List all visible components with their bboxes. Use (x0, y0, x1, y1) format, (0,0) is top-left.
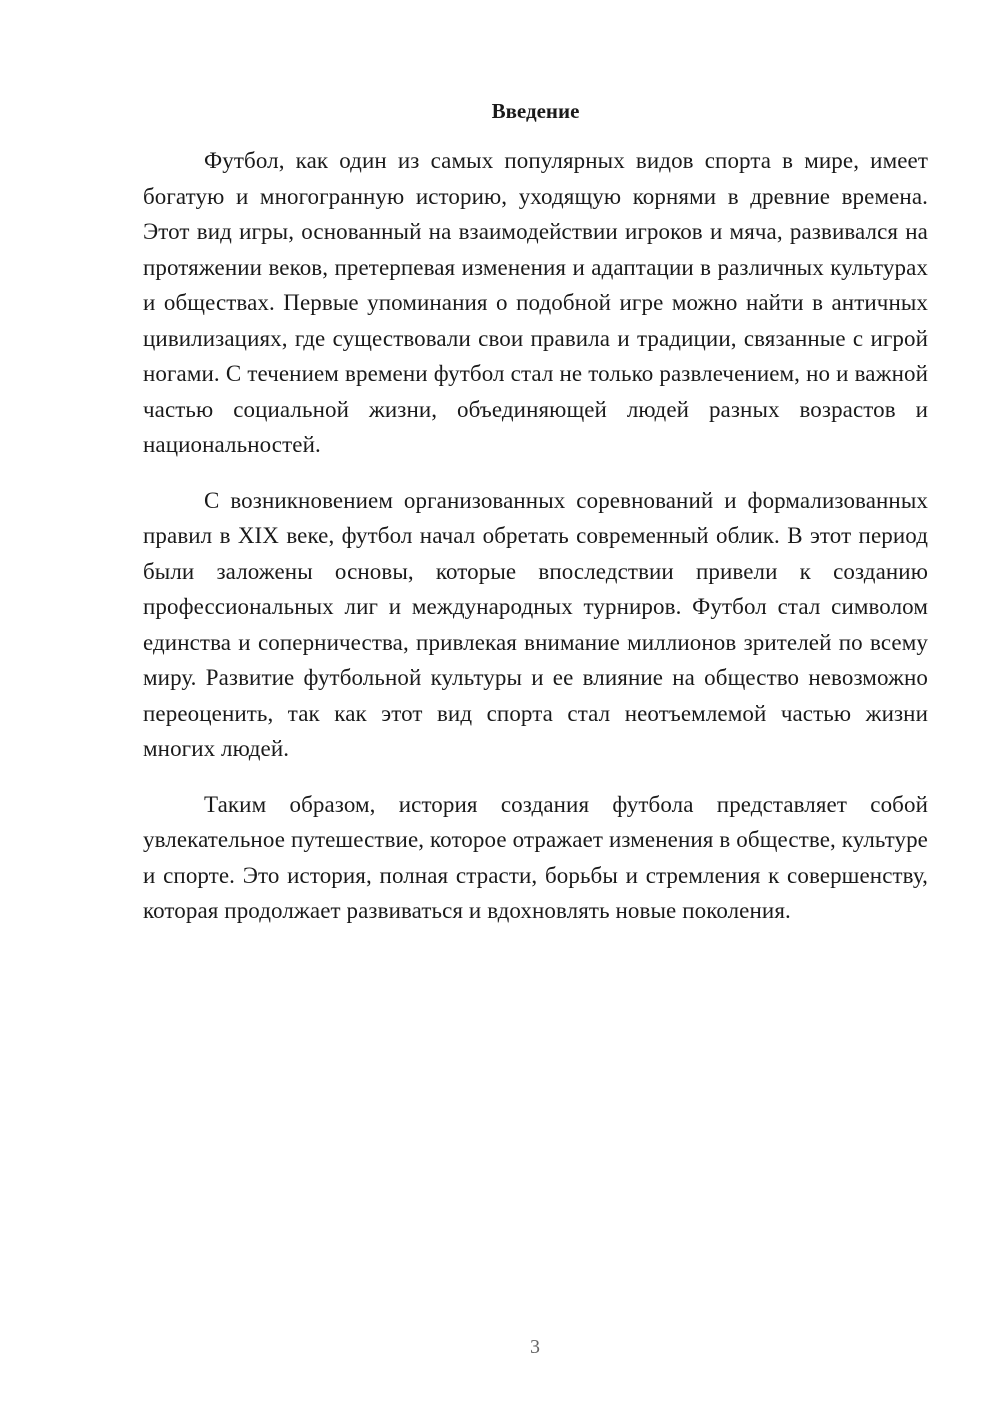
paragraph-3: Таким образом, история создания футбола представляет собой увлекательное путешествие, которое отражает изменения в обществе, культуре и спорте. Это история, полная страсти, борьбы и стремления к совершенству, которая продолжает развиваться и вдохновлять новые поколения. (143, 791, 928, 923)
body-text (143, 143, 928, 929)
page-number: 3 (530, 1336, 540, 1358)
section-heading: Введение (491, 99, 580, 123)
paragraph-2: С возникновением организованных соревнований и формализованных правил в XIX веке, футбол начал обретать современный облик. В этот период были заложены основы, которые впоследствии привели к созданию профессиональных лиг и международных турниров. Футбол стал символом единства и соперничества, привлекая внимание миллионов зрителей по всему миру. Развитие футбольной культуры и ее влияние на общество невозможно переоценить, так как этот вид спорта стал неотъемлемой частью жизни многих людей. (143, 487, 928, 761)
paragraph-1: Футбол, как один из самых популярных видов спорта в мире, имеет богатую и многогранную историю, уходящую корнями в древние времена. Этот вид игры, основанный на взаимодействии игроков и мяча, развивался на протяжении веков, претерпевая изменения и адаптации в различных культурах и обществах. Первые упоминания о подобной игре можно найти в античных цивилизациях, где существовали свои правила и традиции, связанные с игрой ногами. С течением времени футбол стал не только развлечением, но и важной частью социальной жизни, объединяющей людей разных возрастов и национальностей. (143, 148, 928, 457)
